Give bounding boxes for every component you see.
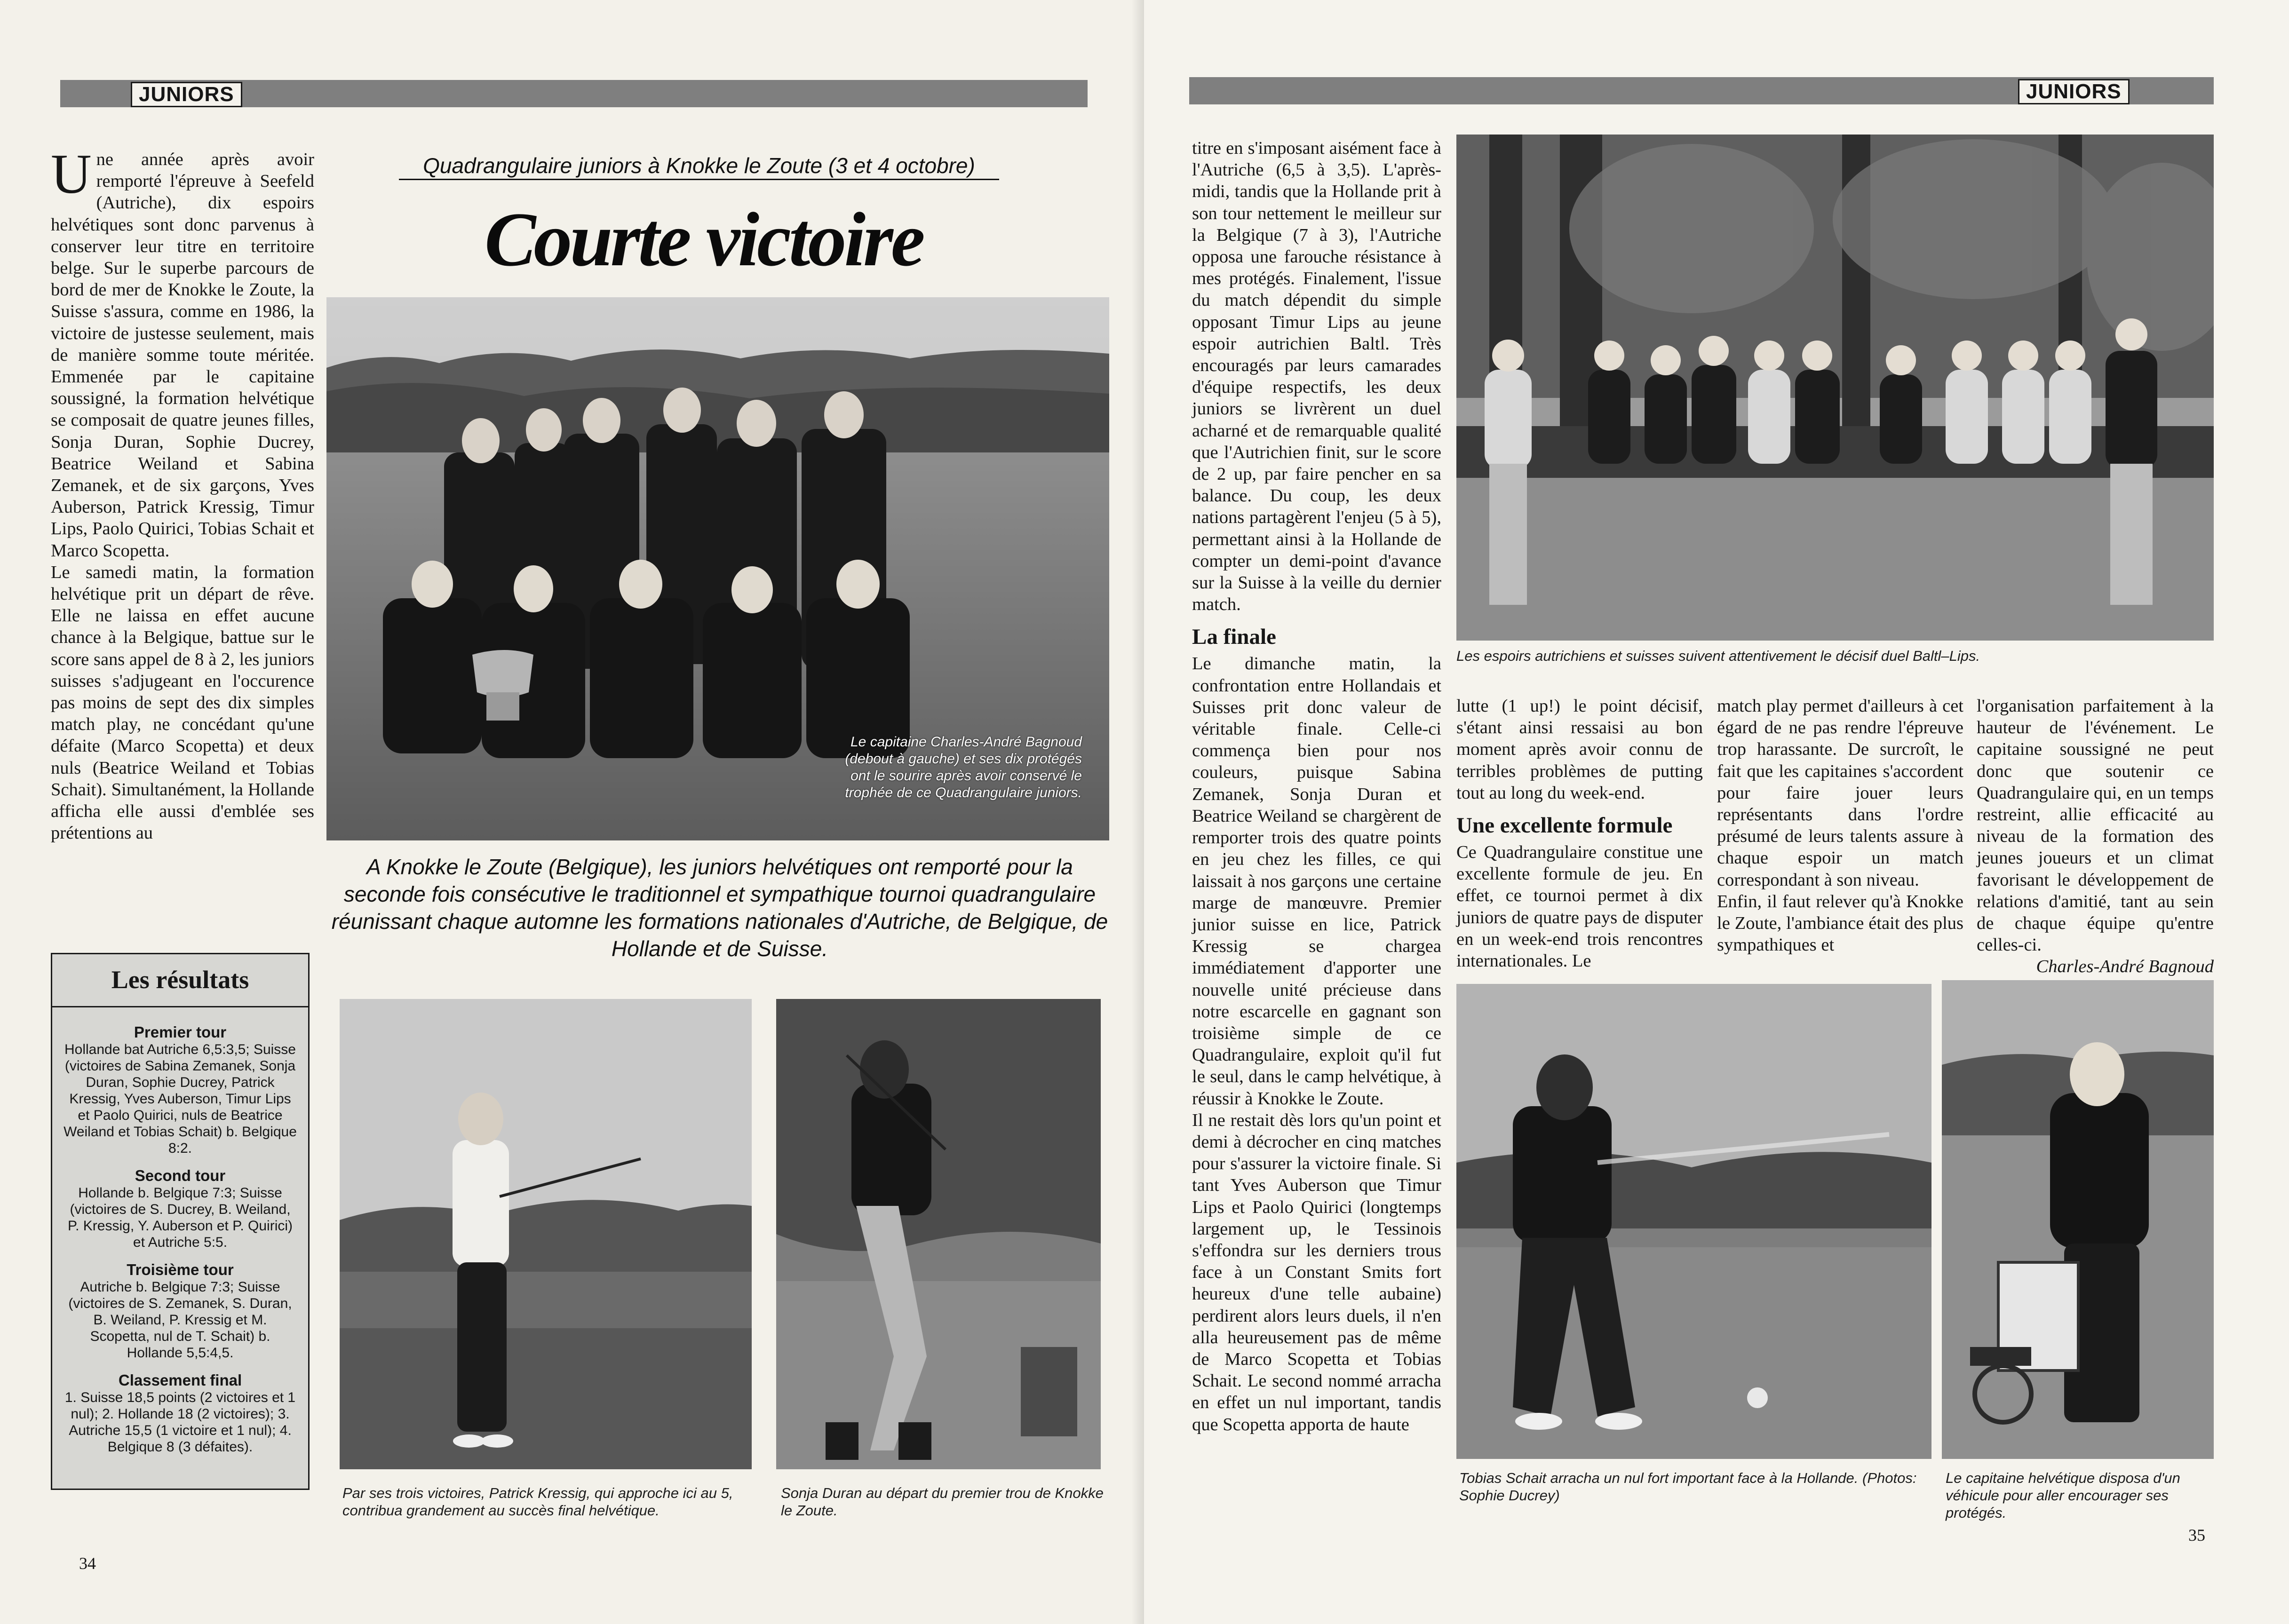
body-paragraph: titre en s'imposant aisément face à l'Autriche (6,5 à 3,5). L'après-midi, tandis que la Hollande prit à son tour nettement le meilleur sur la Belgique (7 à 3), l'Autriche opposa une farouche résistance à mes protégés. Finalement, l'issue du match dépendit du simple opposant Timur Lips au jeune espoir autrichien Baltl. Très encouragés par leurs camarades d'équipe respectifs, les deux juniors se livrèrent un duel acharné et de remarquable qualité que l'Autrichien finit, sur le score de 2 up, par faire pencher en sa balance. Du coup, les deux nations partagèrent l'enjeu (5 à 5), permettant ainsi à la Hollande de compter un demi-point d'avance sur la Suisse à la veille du dernier match.	[1192, 138, 1441, 615]
spectators-photo	[1456, 135, 2214, 641]
body-paragraph: Le dimanche matin, la confrontation entre Hollandais et Suisses prit donc valeur de véritable finale. Celle-ci commença bien pour nos couleurs, puisque Sabina Zemanek, Sonja Duran et Beatrice Weiland se chargèrent de remporter trois des quatre points en jeu chez les filles, ce qui laissait à nos garçons une certaine marge de manœuvre. Premier junior suisse en lice, Patrick Kressig se chargea immédiatement d'apporter une nouvelle unité précieuse dans notre escarcelle en gagnant son troisième simple de ce Quadrangulaire, exploit qu'il fut le seul, dans le camp helvétique, à réussir à Knokke le Zoute.	[1192, 654, 1441, 1109]
schait-caption: Tobias Schait arracha un nul fort important face à la Hollande. (Photos: Sophie Ducrey)	[1459, 1470, 1917, 1504]
body-paragraph: lutte (1 up!) le point décisif, s'étant ainsi ressaisi au bon moment après avoir connu de terribles problèmes de putting tout au long du week-end.	[1456, 696, 1703, 803]
results-round-text: 1. Suisse 18,5 points (2 victoires et 1 nul); 2. Hollande 18 (2 victoires); 3. Autriche 15,5 (1 victoire et 1 nul); 4. Belgique 8 (3 défaites).	[64, 1390, 296, 1455]
captain-caption: Le capitaine helvétique disposa d'un véhicule pour aller encourager ses protégés.	[1946, 1470, 2180, 1521]
subhead-finale: La finale	[1192, 625, 1276, 650]
results-round-heading: Second tour	[135, 1167, 226, 1184]
team-photo-caption: Le capitaine Charles-André Bagnoud (debout à gauche) et ses dix protégés ont le sourire après avoir conservé le trophée de ce Quadrangulaire juniors.	[845, 734, 1082, 800]
page-number: 35	[2188, 1526, 2205, 1545]
article-kicker: Quadrangulaire juniors à Knokke le Zoute (3 et 4 octobre)	[399, 152, 999, 180]
drop-cap: U	[51, 143, 92, 205]
duran-caption: Sonja Duran au départ du premier trou de Knokke le Zoute.	[781, 1485, 1104, 1519]
right-column-2	[1456, 695, 1703, 972]
results-round-text: Autriche b. Belgique 7:3; Suisse (victoires de S. Zemanek, S. Duran, B. Weiland, P. Kressig et M. Scopetta, nul de T. Schait) b. Hollande 5,5:4,5.	[68, 1279, 292, 1361]
right-column-3	[1717, 695, 1963, 956]
duran-photo	[776, 999, 1101, 1469]
results-round-heading: Troisième tour	[127, 1261, 234, 1278]
article-headline: Courte victoire	[485, 197, 923, 282]
spectators-caption: Les espoirs autrichiens et suisses suivent attentivement le décisif duel Baltl–Lips.	[1456, 648, 1980, 664]
author-signature: Charles-André Bagnoud	[2036, 957, 2214, 977]
kressig-caption: Par ses trois victoires, Patrick Kressig, qui approche ici au 5, contribua grandement au succès final helvétique.	[342, 1485, 733, 1519]
body-paragraph: Le samedi matin, la formation helvétique prit un départ de rêve. Elle ne laissa en effet aucune chance à la Belgique, battue sur le score sans appel de 8 à 2, les juniors suisses s'adjugeant en l'occurence pas moins de sept des dix simples match play, ne concédant qu'une défaite (Marco Scopetta) et deux nuls (Beatrice Weiland et Tobias Schait). Simultanément, la Hollande afficha elle aussi d'emblée ses prétentions au	[51, 562, 314, 843]
schait-photo	[1456, 984, 1931, 1459]
body-paragraph: Ce Quadrangulaire constitue une excellente formule de jeu. En effet, ce tournoi permet à dix juniors de quatre pays de disputer en un week-end trois rencontres internationales. Le	[1456, 842, 1703, 971]
results-round-heading: Classement final	[118, 1371, 242, 1389]
results-round-heading: Premier tour	[134, 1023, 227, 1041]
right-column-1	[1192, 137, 1441, 1435]
results-round-text: Hollande bat Autriche 6,5:3,5; Suisse (victoires de Sabina Zemanek, Sonja Duran, Sophie Ducrey, Patrick Kressig, Yves Auberson, Timur Lips et Paolo Quirici, nuls de Beatrice Weiland et Tobias Schait) b. Belgique 8:2.	[64, 1042, 297, 1156]
section-tag: JUNIORS	[2018, 79, 2130, 104]
right-page	[1144, 0, 2289, 1624]
results-title: Les résultats	[52, 954, 308, 1007]
left-column-text	[51, 143, 314, 844]
body-paragraph: match play permet d'ailleurs à cet égard de ne pas rendre l'épreuve trop harassante. De surcroît, le fait que les capitaines s'accordent pour faire jouer leurs représentants dans l'ordre présumé de leurs talents assure à chaque espoir un match correspondant à son niveau.	[1717, 696, 1963, 890]
page-number: 34	[79, 1554, 96, 1573]
body-paragraph: l'organisation parfaitement à la hauteur de l'événement. Le capitaine soussigné ne peut donc que soutenir ce Quadrangulaire qui, en un temps restreint, allie efficacité au niveau de la formation des jeunes joueurs et un climat favorisant le développement de relations d'amitié, tant au sein de chaque équipe qu'entre celles-ci.	[1977, 696, 2214, 955]
right-column-4	[1977, 695, 2214, 978]
results-round-text: Hollande b. Belgique 7:3; Suisse (victoires de S. Ducrey, B. Weiland, P. Kressig, Y. Auberson et P. Quirici) et Autriche 5:5.	[67, 1185, 293, 1250]
article-lead: A Knokke le Zoute (Belgique), les juniors helvétiques ont remporté pour la seconde fois consécutive le traditionnel et sympathique tournoi quadrangulaire réunissant chaque automne les formations nationales d'Autriche, de Belgique, de Hollande et de Suisse.	[331, 855, 1108, 961]
section-tag: JUNIORS	[131, 82, 242, 107]
kressig-photo	[340, 999, 752, 1469]
left-page	[0, 0, 1144, 1624]
intro-paragraph: ne année après avoir remporté l'épreuve à Seefeld (Autriche), dix espoirs helvétiques sont donc parvenus à conserver leur titre en territoire belge. Sur le superbe parcours de bord de mer de Knokke le Zoute, la Suisse s'assura, comme en 1986, la victoire de justesse seulement, mais de manière somme toute méritée. Emmenée par le capitaine soussigné, la formation helvétique se composait de quatre jeunes filles, Sonja Duran, Sophie Ducrey, Beatrice Weiland et Sabina Zemanek, et de six garçons, Yves Auberson, Patrick Kressig, Timur Lips, Paolo Quirici, Tobias Schait et Marco Scopetta.	[51, 150, 314, 561]
body-paragraph: Il ne restait dès lors qu'un point et demi à décrocher en cinq matches pour s'assurer la victoire finale. Si tant Yves Auberson que Timur Lips et Paolo Quirici (longtemps largement up, le Tessinois s'effondra sur les derniers trous face à un Constant Smits fort heureux d'une telle aubaine) perdirent alors leurs duels, il n'en alla heureusement pas de même de Marco Scopetta et Tobias Schait. Le second nommé arracha en effet un nul important, tandis que Scopetta apporta de haute	[1192, 1110, 1441, 1434]
subhead-formule: Une excellente formule	[1456, 813, 1673, 838]
results-box	[51, 953, 310, 1490]
body-paragraph: Enfin, il faut relever qu'à Knokke le Zoute, l'ambiance était des plus sympathiques et	[1717, 891, 1963, 955]
captain-photo	[1942, 980, 2214, 1459]
